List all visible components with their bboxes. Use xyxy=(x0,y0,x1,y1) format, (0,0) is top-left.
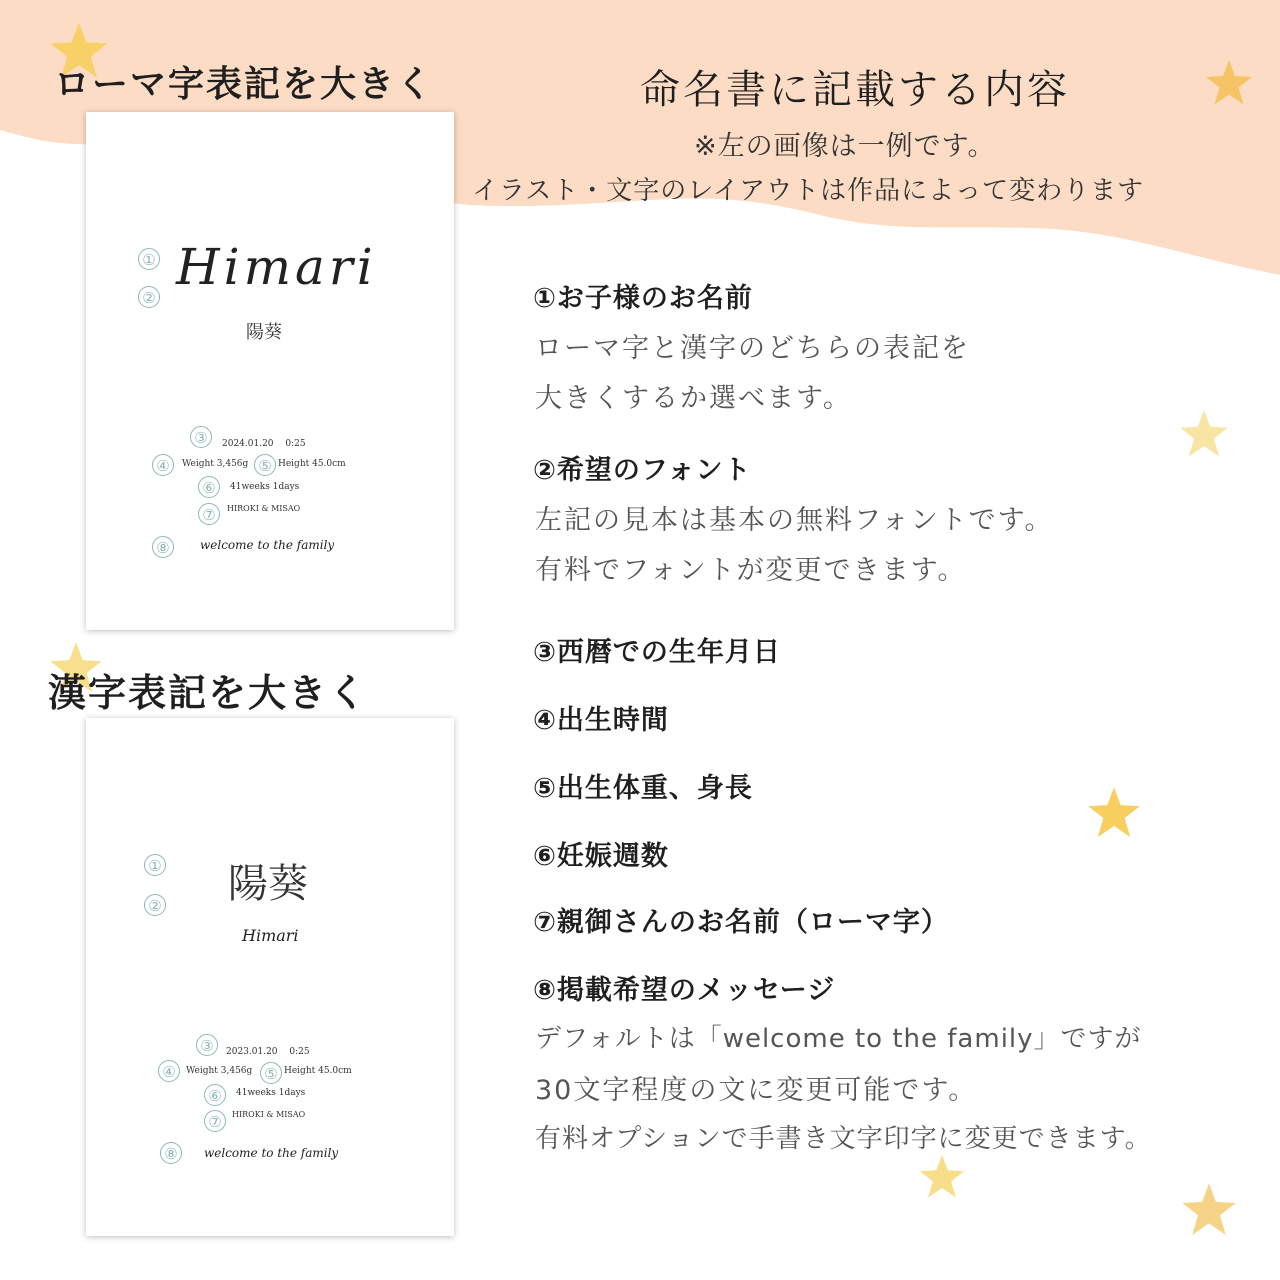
parents-names: HIROKI & MISAO xyxy=(227,504,301,513)
kanji-large-heading: 漢字表記を大きく xyxy=(48,671,369,715)
item-2-title: ②希望のフォント xyxy=(533,455,752,486)
item-4-title: ④出生時間 xyxy=(533,705,669,736)
marker-5: ⑤ xyxy=(260,1062,282,1084)
marker-6: ⑥ xyxy=(204,1084,226,1106)
romaji-large-heading: ローマ字表記を大きく xyxy=(54,64,435,105)
marker-8: ⑧ xyxy=(160,1142,182,1164)
star-icon xyxy=(1180,1180,1238,1240)
name-romaji: Himari xyxy=(176,238,377,296)
birth-date-time: 2024.01.20 0:25 xyxy=(222,439,306,449)
birth-weight: Weight 3,456g xyxy=(182,459,249,469)
name-romaji: Himari xyxy=(242,926,299,945)
marker-6: ⑥ xyxy=(198,476,220,498)
item-3-title: ③西暦での生年月日 xyxy=(533,637,781,668)
sample-card-romaji xyxy=(86,112,454,630)
star-icon xyxy=(1178,408,1230,460)
star-icon xyxy=(918,1152,966,1202)
item-6-title: ⑥妊娠週数 xyxy=(533,841,669,872)
pregnancy-weeks: 41weeks 1days xyxy=(230,482,300,492)
marker-7: ⑦ xyxy=(204,1110,226,1132)
marker-1: ① xyxy=(144,854,166,876)
note-example: ※左の画像は一例です。 xyxy=(694,131,996,162)
star-icon xyxy=(1086,780,1142,846)
marker-2: ② xyxy=(138,286,160,308)
item-1-line-1: ローマ字と漢字のどちらの表記を xyxy=(535,333,970,364)
item-5-title: ⑤出生体重、身長 xyxy=(533,773,753,804)
marker-8: ⑧ xyxy=(152,536,174,558)
marker-3: ③ xyxy=(190,426,212,448)
marker-4: ④ xyxy=(152,454,174,476)
birth-height: Height 45.0cm xyxy=(278,459,346,469)
star-icon xyxy=(1204,58,1254,108)
marker-7: ⑦ xyxy=(198,503,220,525)
birth-height: Height 45.0cm xyxy=(284,1066,352,1076)
marker-2: ② xyxy=(144,894,166,916)
item-8-line-2: 30文字程度の文に変更可能です。 xyxy=(535,1075,978,1106)
marker-5: ⑤ xyxy=(254,454,276,476)
item-7-title: ⑦親御さんのお名前（ローマ字） xyxy=(533,907,949,938)
message: welcome to the family xyxy=(204,1146,339,1160)
item-8-line-1: デフォルトは「welcome to the family」ですが xyxy=(535,1024,1142,1054)
item-2-line-2: 有料でフォントが変更できます。 xyxy=(535,555,967,586)
item-8-line-3: 有料オプションで手書き文字印字に変更できます。 xyxy=(535,1124,1152,1154)
item-1-title: ①お子様のお名前 xyxy=(533,283,753,314)
sample-card-kanji xyxy=(86,718,454,1236)
name-kanji: 陽葵 xyxy=(246,322,282,343)
item-8-title: ⑧掲載希望のメッセージ xyxy=(533,975,836,1006)
pregnancy-weeks: 41weeks 1days xyxy=(236,1088,306,1098)
birth-weight: Weight 3,456g xyxy=(186,1066,253,1076)
message: welcome to the family xyxy=(200,538,335,552)
page-title: 命名書に記載する内容 xyxy=(640,67,1070,113)
marker-1: ① xyxy=(138,248,160,270)
marker-3: ③ xyxy=(196,1034,218,1056)
marker-4: ④ xyxy=(158,1060,180,1082)
item-2-line-1: 左記の見本は基本の無料フォントです。 xyxy=(535,505,1054,536)
birth-date-time: 2023.01.20 0:25 xyxy=(226,1047,310,1057)
parents-names: HIROKI & MISAO xyxy=(232,1110,306,1119)
item-1-line-2: 大きくするか選べます。 xyxy=(535,383,852,414)
name-kanji: 陽葵 xyxy=(228,861,308,907)
note-layout: イラスト・文字のレイアウトは作品によって変わります xyxy=(472,176,1145,206)
